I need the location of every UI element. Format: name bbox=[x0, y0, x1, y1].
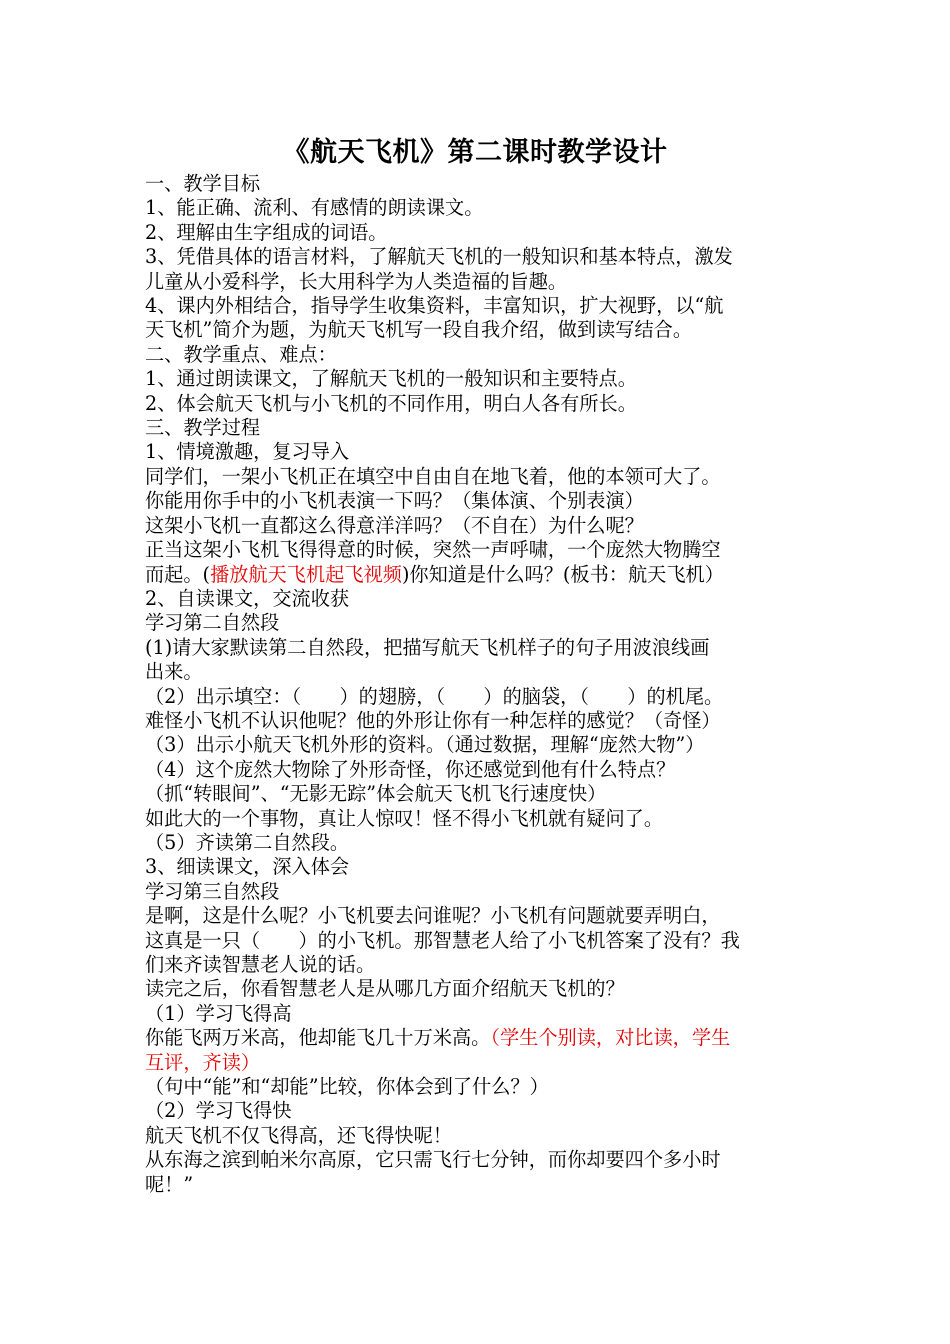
text-line: 1、通过朗读课文，了解航天飞机的一般知识和主要特点。 bbox=[145, 367, 637, 391]
text-line: （3）出示小航天飞机外形的资料。（通过数据，理解“庞然大物”） bbox=[145, 733, 705, 757]
text-line: 读完之后，你看智慧老人是从哪几方面介绍航天飞机的？ bbox=[145, 977, 625, 1001]
text-line: 1、情境激趣，复习导入 bbox=[145, 440, 350, 464]
text-line: 3、细读课文，深入体会 bbox=[145, 855, 350, 879]
text-line: 二、教学重点、难点： bbox=[145, 342, 337, 366]
red-annotation: （学生个别读，对比读，学生 bbox=[490, 1026, 731, 1050]
text-span: 你能飞两万米高，他却能飞几十万米高。 bbox=[145, 1026, 491, 1050]
text-span: )你知道是什么吗？(板书：航天飞机） bbox=[401, 562, 724, 586]
text-line: 学习第二自然段 bbox=[145, 611, 280, 635]
text-line: 你能用你手中的小飞机表演一下吗？（集体演、个别表演） bbox=[145, 489, 644, 513]
text-line: 1、能正确、流利、有感情的朗读课文。 bbox=[145, 196, 484, 220]
text-line-mixed bbox=[145, 563, 813, 587]
text-line: 2、体会航天飞机与小飞机的不同作用，明白人各有所长。 bbox=[145, 391, 637, 415]
text-line: 2、自读课文，交流收获 bbox=[145, 586, 350, 610]
text-line: 学习第三自然段 bbox=[145, 879, 280, 903]
text-line: （5）齐读第二自然段。 bbox=[145, 830, 350, 854]
text-line: 这架小飞机一直都这么得意洋洋吗？（不自在）为什么呢？ bbox=[145, 513, 644, 537]
text-line: 三、教学过程 bbox=[145, 416, 261, 440]
text-line-mixed bbox=[145, 1026, 813, 1050]
red-annotation-line: 互评，齐读） bbox=[145, 1050, 261, 1074]
page-title: 《航天飞机》第二课时教学设计 bbox=[282, 137, 668, 168]
text-line: 同学们，一架小飞机正在填空中自由自在地飞着，他的本领可大了。 bbox=[145, 464, 721, 488]
text-line: 出来。 bbox=[145, 660, 203, 684]
text-line: 正当这架小飞机飞得得意的时候，突然一声呼啸，一个庞然大物腾空 bbox=[145, 538, 721, 562]
text-line: （句中“能”和“却能”比较，你体会到了什么？） bbox=[145, 1075, 549, 1099]
text-line: （1）学习飞得高 bbox=[145, 1001, 292, 1025]
text-line: 从东海之滨到帕米尔高原，它只需飞行七分钟，而你却要四个多小时 bbox=[145, 1148, 721, 1172]
text-line: （抓“转眼间”、“无影无踪”体会航天飞机飞行速度快） bbox=[145, 782, 607, 806]
text-line: (1)请大家默读第二自然段，把描写航天飞机样子的句子用波浪线画 bbox=[145, 635, 710, 659]
text-line: 们来齐读智慧老人说的话。 bbox=[145, 953, 376, 976]
text-line: 2、理解由生字组成的词语。 bbox=[145, 220, 388, 244]
text-line: 呢！” bbox=[145, 1172, 194, 1196]
text-line: 难怪小飞机不认识他呢？他的外形让你有一种怎样的感觉？（奇怪） bbox=[145, 708, 721, 732]
text-line: 如此大的一个事物，真让人惊叹！怪不得小飞机就有疑问了。 bbox=[145, 806, 664, 830]
text-line: （4）这个庞然大物除了外形奇怪，你还感觉到他有什么特点？ bbox=[145, 757, 676, 781]
text-line: 这真是一只（ ）的小飞机。那智慧老人给了小飞机答案了没有？我 bbox=[145, 928, 740, 952]
text-line: （2）学习飞得快 bbox=[145, 1099, 292, 1123]
text-line: 一、教学目标 bbox=[145, 172, 261, 195]
text-line: （2）出示填空：（ ）的翅膀，（ ）的脑袋，（ ）的机尾。 bbox=[145, 684, 724, 708]
text-line: 是啊，这是什么呢？小飞机要去问谁呢？小飞机有问题就要弄明白， bbox=[145, 904, 721, 928]
text-span: 而起。( bbox=[145, 562, 211, 586]
red-annotation: 播放航天飞机起飞视频 bbox=[210, 562, 402, 586]
text-line: 天飞机”简介为题，为航天飞机写一段自我介绍，做到读写结合。 bbox=[145, 318, 693, 342]
text-line: 3、凭借具体的语言材料，了解航天飞机的一般知识和基本特点，激发 bbox=[145, 245, 733, 269]
text-line: 儿童从小爱科学，长大用科学为人类造福的旨趣。 bbox=[145, 269, 568, 293]
text-line: 航天飞机不仅飞得高，还飞得快呢！ bbox=[145, 1123, 452, 1147]
text-line: 4、课内外相结合，指导学生收集资料，丰富知识，扩大视野，以“航 bbox=[145, 294, 724, 318]
document-body bbox=[145, 172, 813, 1197]
